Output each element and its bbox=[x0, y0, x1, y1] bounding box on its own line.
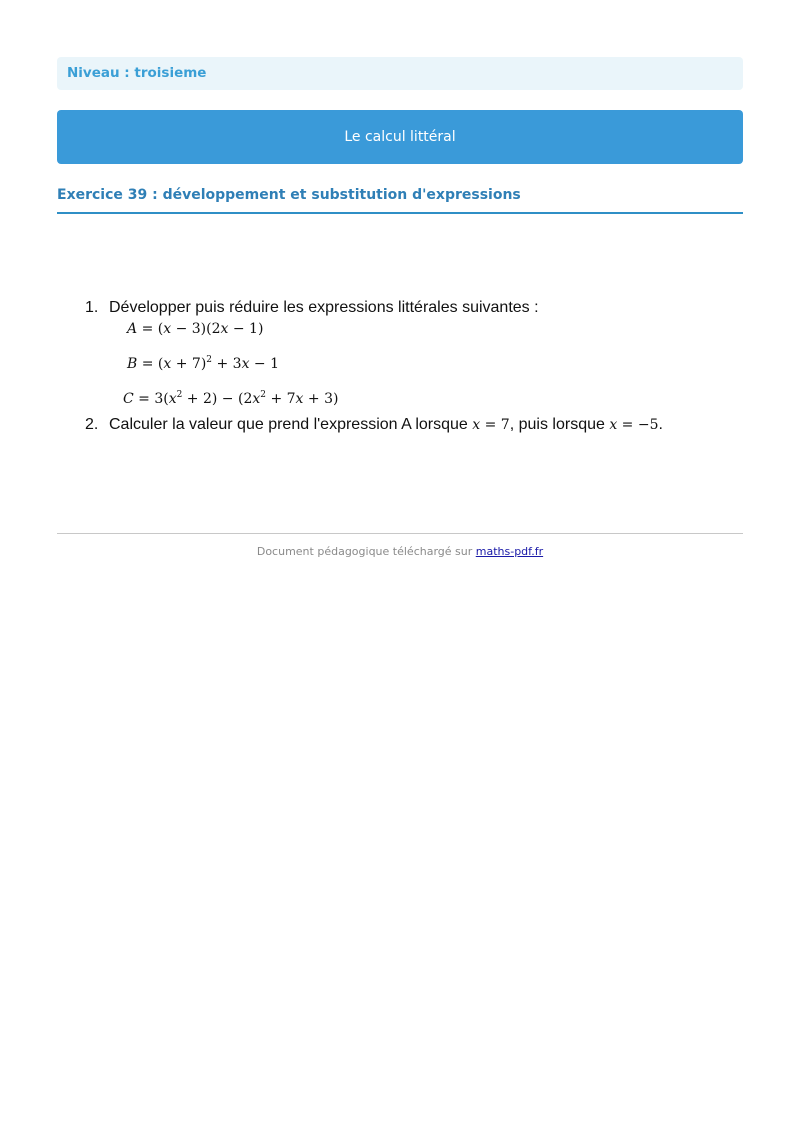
expression-c: $C = 3(x^2 + 2) - (2x^2 + 7x + 3)$ bbox=[123, 390, 339, 407]
value-x-minus-5: x = −5 bbox=[609, 417, 659, 433]
chapter-title: Le calcul littéral bbox=[344, 129, 456, 145]
question-number: 2. bbox=[85, 416, 99, 433]
chapter-title-banner bbox=[57, 110, 743, 164]
expression-b: $B = (x + 7)^2 + 3x - 1$ bbox=[127, 355, 280, 372]
question-number: 1. bbox=[85, 299, 99, 316]
question-text-continued: , puis lorsque bbox=[509, 416, 610, 433]
question-text: Développer puis réduire les expressions littérales suivantes : bbox=[109, 299, 539, 316]
level-badge bbox=[57, 57, 743, 90]
question-text: Calculer la valeur que prend l'expression A lorsque bbox=[109, 416, 473, 433]
footer-link[interactable]: maths-pdf.fr bbox=[475, 545, 544, 558]
footer-text: Document pédagogique téléchargé sur bbox=[256, 545, 476, 558]
value-x-7: x = 7 bbox=[472, 417, 510, 433]
expression-a: A = (x − 3)(2x − 1) bbox=[127, 321, 264, 337]
level-label: Niveau : troisieme bbox=[67, 65, 207, 81]
question-list bbox=[85, 298, 745, 435]
question-item-2 bbox=[85, 415, 745, 435]
question-item-1 bbox=[85, 298, 745, 409]
question-text-end: . bbox=[658, 416, 663, 433]
footer bbox=[57, 545, 743, 558]
exercise-title: Exercice 39 : développement et substitution d'expressions bbox=[57, 184, 743, 214]
footer-divider bbox=[57, 533, 743, 534]
